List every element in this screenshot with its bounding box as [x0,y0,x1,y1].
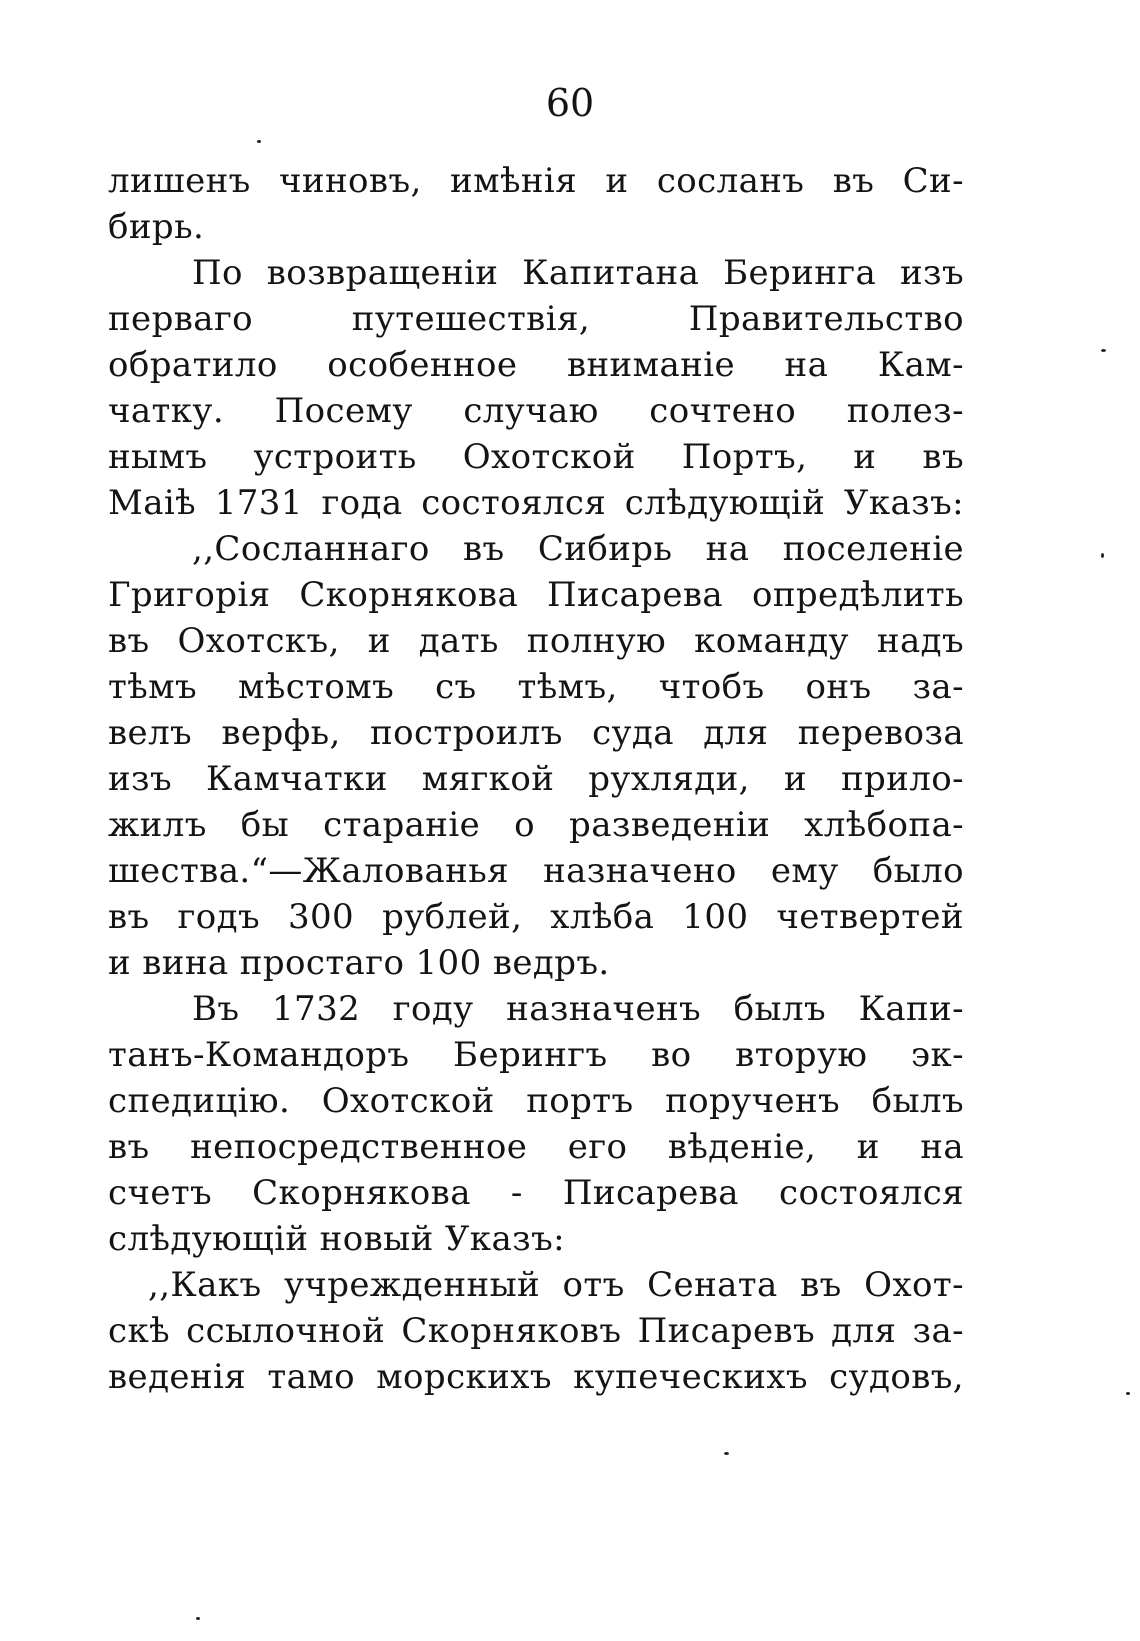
text-line: нымъ устроить Охотской Портъ, и въ [108,437,964,477]
text-line: въ Охотскъ, и дать полную команду надъ [108,621,964,661]
text-line: жилъ бы стараніе о разведеніи хлѣбопа- [108,805,964,845]
text-line: велъ верфь, построилъ суда для перевоза [108,713,964,753]
text-line: тѣмъ мѣстомъ съ тѣмъ, чтобъ онъ за- [108,667,964,707]
text-line: и вина простаго 100 ведръ. [108,943,610,983]
print-speck [1101,349,1106,352]
text-line: въ годъ 300 рублей, хлѣба 100 четвертей [108,897,964,937]
paragraph-start-line: По возвращеніи Капитана Беринга изъ [192,253,964,293]
text-line: скѣ ссылочной Скорняковъ Писаревъ для за- [108,1311,964,1351]
print-speck [1101,553,1104,558]
text-line: чатку. Посему случаю сочтено полез- [108,391,964,431]
quote-start-line: ,,Какъ учрежденный отъ Сената въ Охот- [148,1265,964,1305]
print-speck [196,1617,200,1620]
text-line: Григорія Скорнякова Писарева опредѣлить [108,575,964,615]
paragraph-start-line: Въ 1732 году назначенъ былъ Капи- [192,989,964,1029]
text-line: въ непосредственное его вѣденіе, и на [108,1127,964,1167]
text-line: обратило особенное вниманіе на Кам- [108,345,964,385]
quote-start-line: ,,Сосланнаго въ Сибирь на поселеніе [192,529,964,569]
print-speck [257,140,261,143]
text-line: перваго путешествія, Правительство [108,299,964,339]
text-line: спедицію. Охотской портъ порученъ былъ [108,1081,964,1121]
text-line: изъ Камчатки мягкой рухляди, и прило- [108,759,964,799]
print-speck [724,1452,729,1455]
text-line: танъ-Командоръ Берингъ во вторую эк- [108,1035,964,1075]
page-number: 60 [545,81,595,125]
text-line: Маіѣ 1731 года состоялся слѣдующій Указъ: [108,483,964,523]
text-line: слѣдующій новый Указъ: [108,1219,565,1259]
text-line: шества.“—Жалованья назначено ему было [108,851,964,891]
body-text [108,158,964,1400]
text-line: веденія тамо морскихъ купеческихъ судовъ, [108,1357,964,1397]
text-line: лишенъ чиновъ, имѣнія и сосланъ въ Си- [108,161,964,201]
text-line: бирь. [108,207,205,247]
print-speck [1126,1392,1130,1395]
text-line: счетъ Скорнякова - Писарева состоялся [108,1173,964,1213]
